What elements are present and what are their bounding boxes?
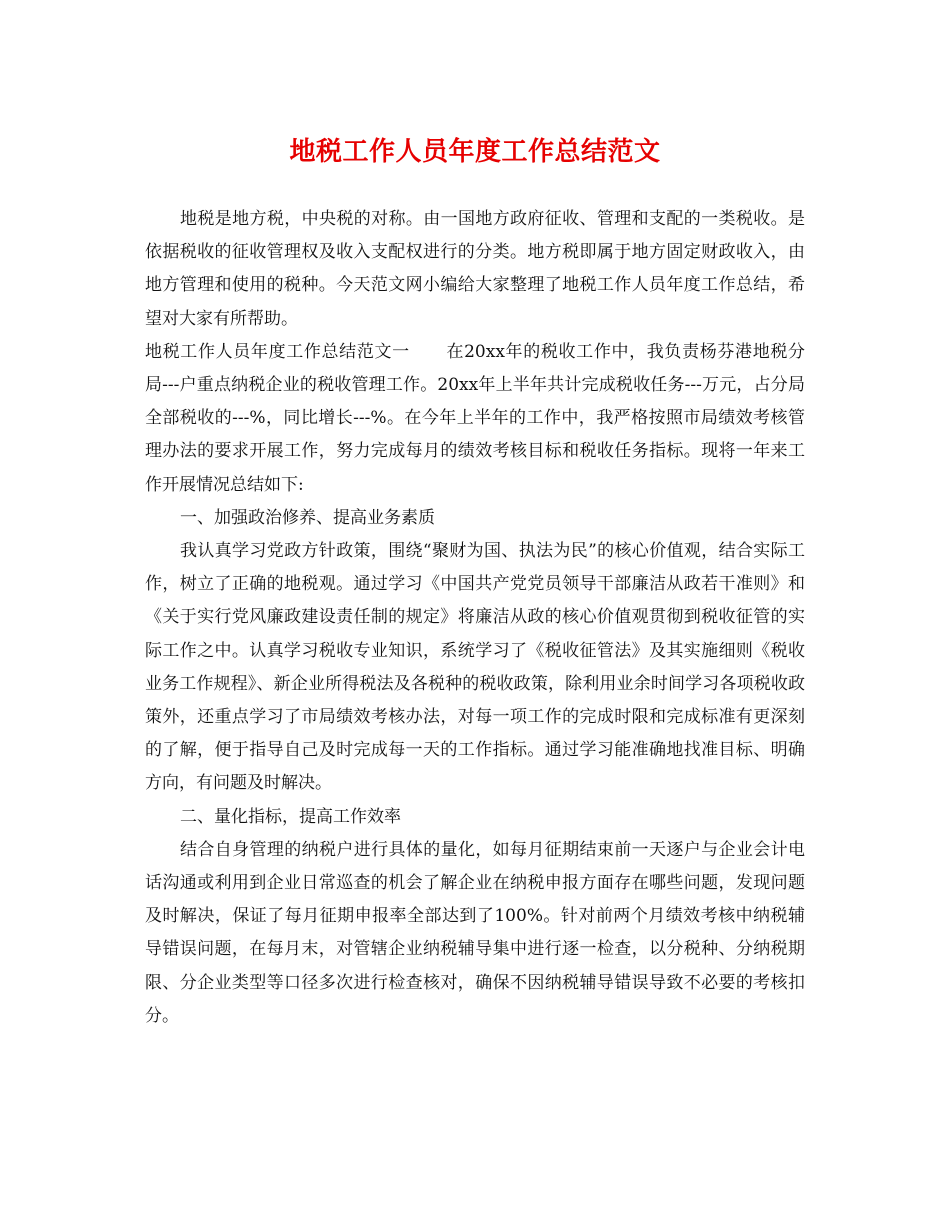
document-title: 地税工作人员年度工作总结范文	[289, 137, 661, 167]
section-heading-1: 一、加强政治修养、提高业务素质	[180, 507, 435, 528]
section-label: 地税工作人员年度工作总结范文一	[145, 341, 410, 362]
document-body	[145, 203, 805, 1033]
body-paragraph-2: 结合自身管理的纳税户进行具体的量化，如每月征期结束前一天逐户与企业会计电话沟通或利用到企业日常巡查的机会了解企业在纳税申报方面存在哪些问题，发现问题及时解决，保证了每月征期申报率全部达到了100%。针对前两个月绩效考核中纳税辅导错误问题，在每月末，对管辖企业纳税辅导集中进行逐一检查，以分税种、分纳税期限、分企业类型等口径多次进行检查核对，确保不因纳税辅导错误导致不必要的考核扣分。	[145, 839, 805, 1026]
section-paragraph	[145, 336, 805, 502]
intro-paragraph: 地税是地方税，中央税的对称。由一国地方政府征收、管理和支配的一类税收。是依据税收的征收管理权及收入支配权进行的分类。地方税即属于地方固定财政收入，由地方管理和使用的税种。今天范文网小编给大家整理了地税工作人员年度工作总结，希望对大家有所帮助。	[145, 209, 805, 329]
section-heading-2: 二、量化指标，提高工作效率	[180, 806, 401, 827]
body-paragraph-1: 我认真学习党政方针政策，围绕“聚财为国、执法为民”的核心价值观，结合实际工作，树立了正确的地税观。通过学习《中国共产党党员领导干部廉洁从政若干准则》和《关于实行党风廉政建设责任制的规定》将廉洁从政的核心价值观贯彻到税收征管的实际工作之中。认真学习税收专业知识，系统学习了《税收征管法》及其实施细则《税收业务工作规程》、新企业所得税法及各税种的税收政策，除利用业余时间学习各项税收政策外，还重点学习了市局绩效考核办法，对每一项工作的完成时限和完成标准有更深刻的了解，便于指导自己及时完成每一天的工作指标。通过学习能准确地找准目标、明确方向，有问题及时解决。	[145, 541, 805, 794]
section-text: 在20xx年的税收工作中，我负责杨芬港地税分局---户重点纳税企业的税收管理工作。20xx年上半年共计完成税收任务---万元，占分局全部税收的---%，同比增长---%。在今年上半年的工作中，我严格按照市局绩效考核管理办法的要求开展工作，努力完成每月的绩效考核目标和税收任务指标。现将一年来工作开展情况总结如下:	[145, 341, 806, 495]
